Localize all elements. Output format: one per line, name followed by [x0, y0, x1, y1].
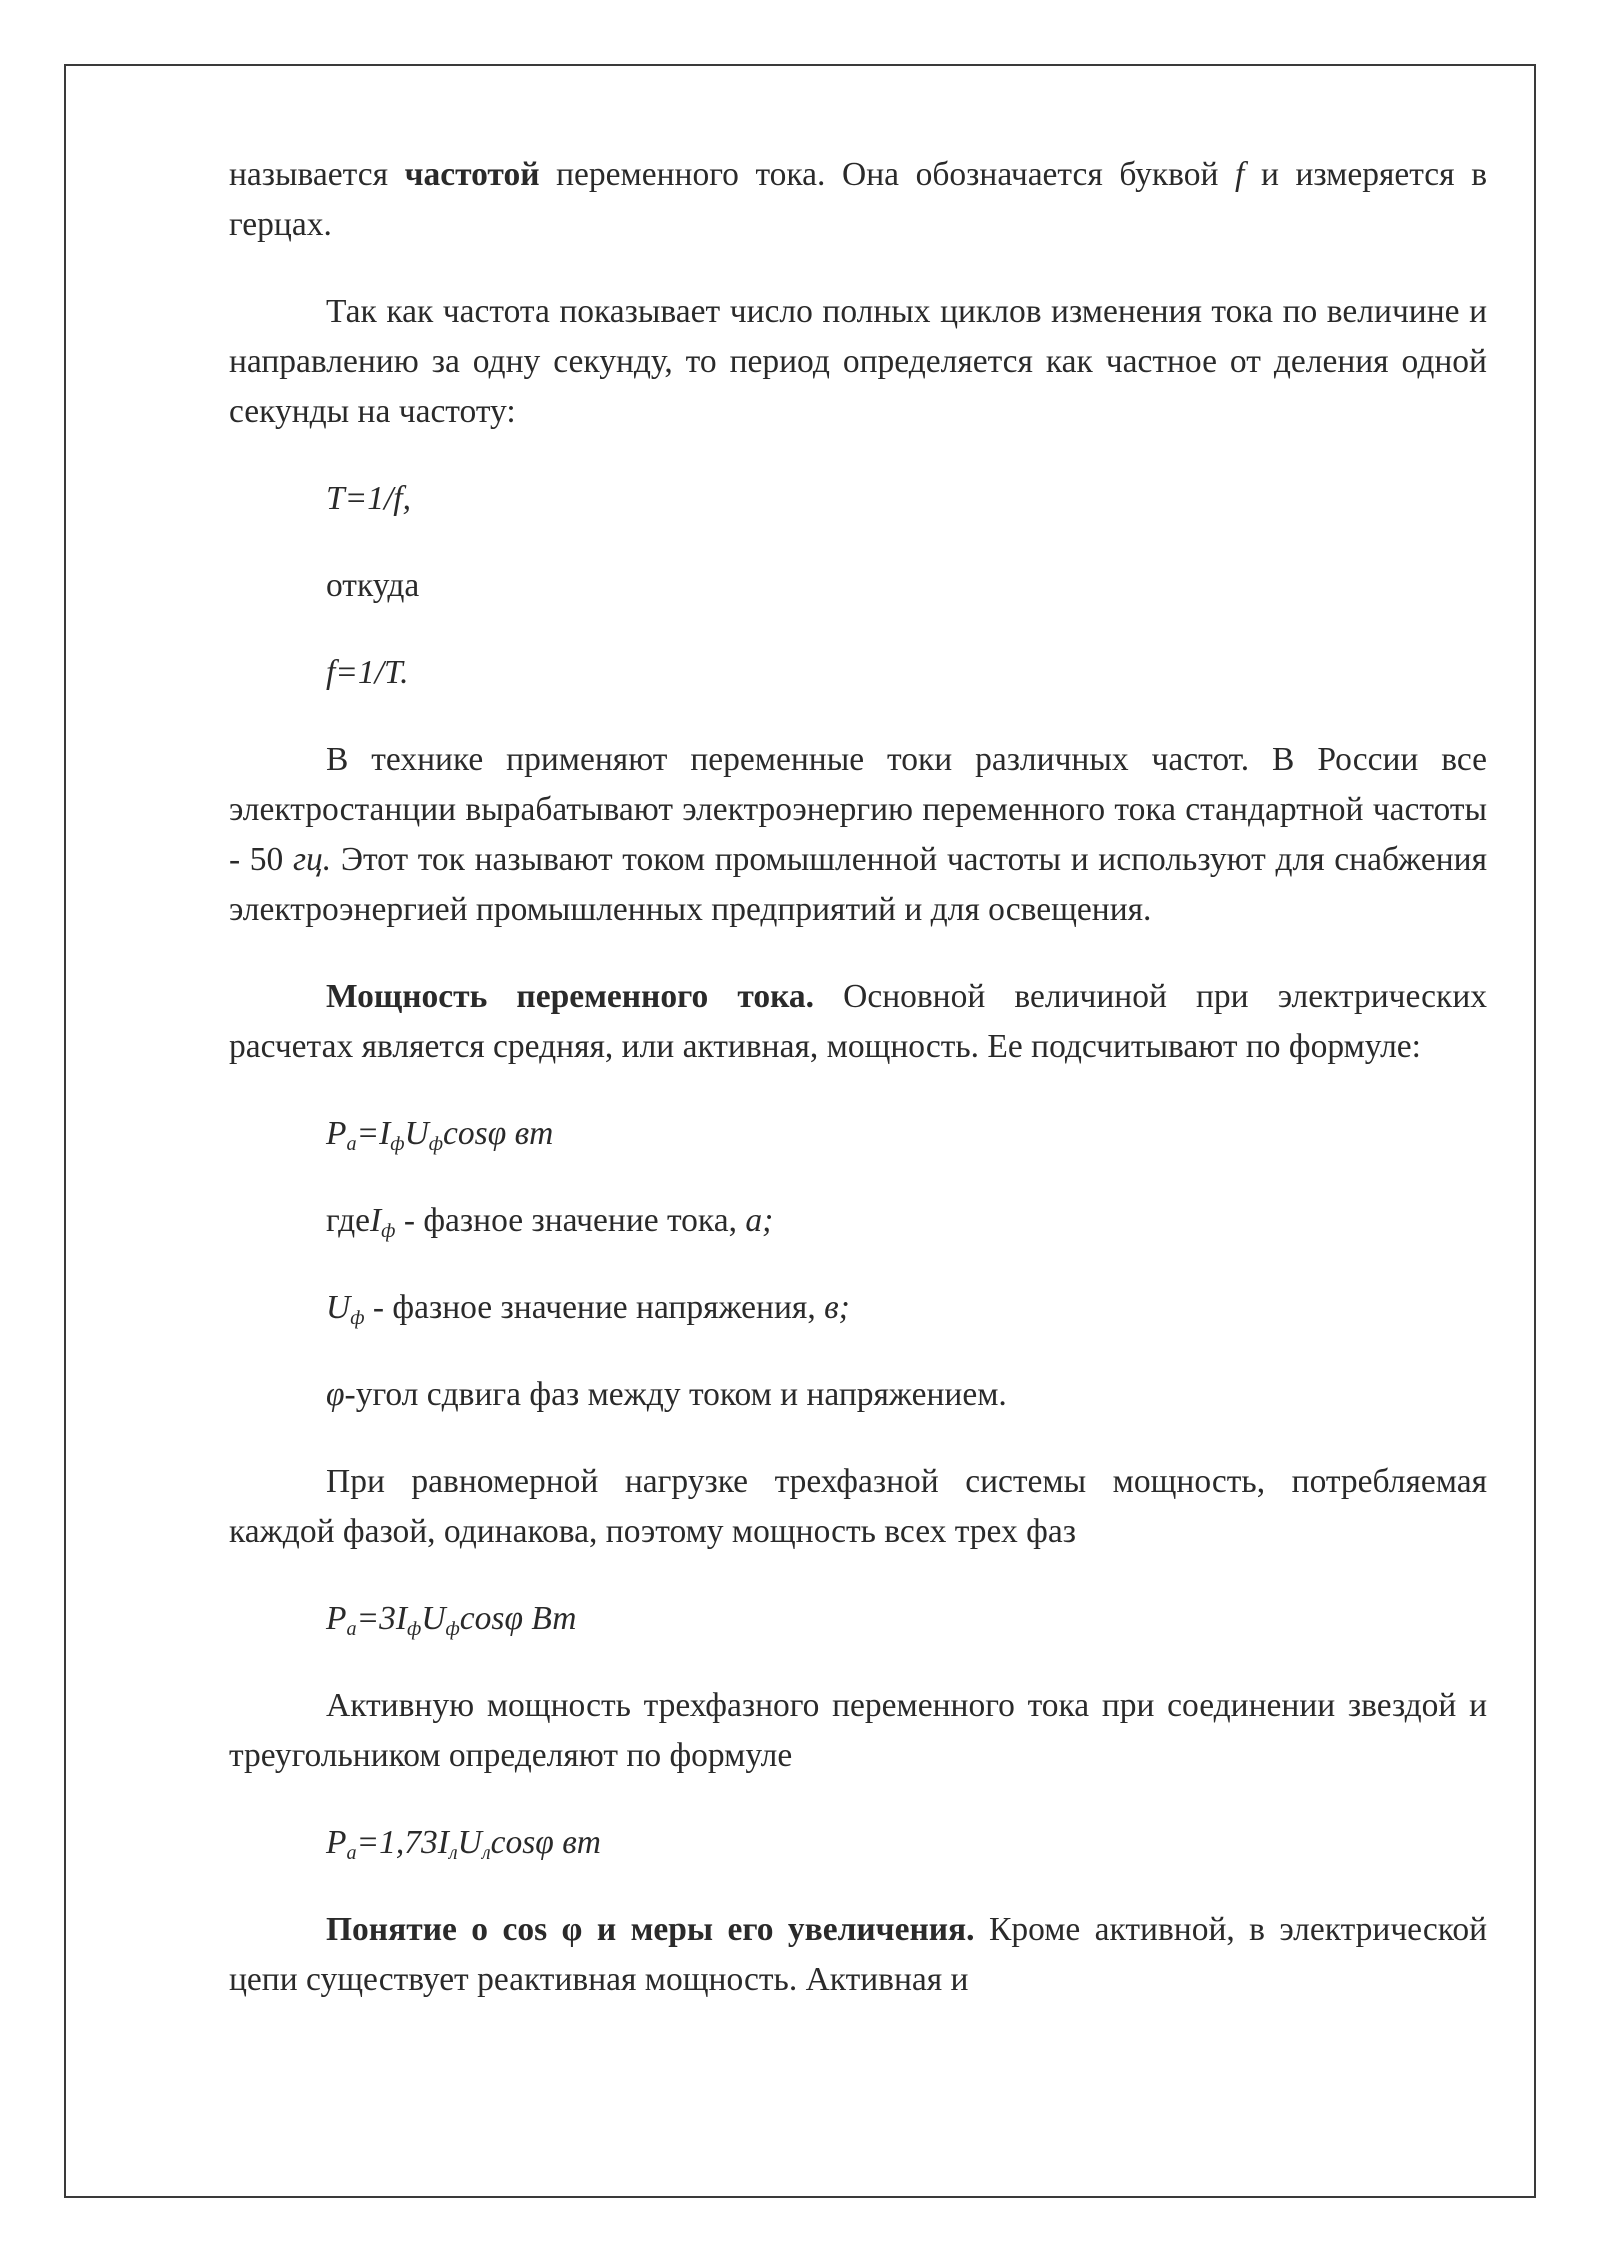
subscript: ф [445, 1618, 460, 1640]
paragraph-frequency-definition [229, 150, 1487, 250]
text-span: -угол сдвига фаз между током и напряжением. [344, 1376, 1007, 1413]
subscript: ф [428, 1133, 444, 1155]
subscript: л [481, 1842, 491, 1864]
text-span: где [326, 1202, 370, 1239]
symbol: U [457, 1824, 482, 1861]
symbol: P [326, 1115, 347, 1152]
symbol: cosφ вт [443, 1115, 554, 1152]
text-span: называется [229, 156, 405, 193]
symbol: P [326, 1824, 347, 1861]
paragraph-cos-phi [229, 1905, 1487, 2005]
paragraph-ac-power [229, 972, 1487, 1072]
unit: а; [745, 1202, 774, 1239]
paragraph-whence: откуда [326, 567, 420, 604]
paragraph-star-delta: Активную мощность трехфазного переменного тока при соединении звездой и треугольником определяют по формуле [229, 1687, 1487, 1774]
formula-frequency: f=1/T. [326, 654, 409, 691]
symbol: cosφ вт [490, 1824, 601, 1861]
symbol: U [404, 1115, 429, 1152]
subscript: a [346, 1618, 357, 1640]
document-body [229, 150, 1487, 2042]
subscript: ф [407, 1618, 422, 1640]
formula-active-power [229, 1109, 1487, 1159]
paragraph-three-phase: При равномерной нагрузке трехфазной системы мощность, потребляемая каждой фазой, одинакова, поэтому мощность всех трех фаз [229, 1463, 1487, 1550]
formula-three-phase-power [229, 1594, 1487, 1644]
text-span: Основной величиной при электрических расчетах является средняя, или активная, мощность. Ее подсчитывают по формуле: [229, 978, 1488, 1065]
symbol: φ [326, 1376, 345, 1413]
subscript: ф [390, 1133, 405, 1155]
where-phase-angle [229, 1370, 1487, 1420]
text-span: В технике применяют переменные токи различных частот. В России все электростанции вырабатывают электроэнергию переменного тока стандартной частоты - 50 [229, 741, 1487, 878]
where-phase-current [229, 1196, 1487, 1246]
subscript: ф [381, 1220, 396, 1242]
subscript: л [448, 1842, 458, 1864]
symbol: cosφ Вт [459, 1600, 577, 1637]
bold-term: частотой [404, 156, 540, 193]
section-heading: Мощность переменного тока. [326, 978, 815, 1015]
paragraph-period: Так как частота показывает число полных циклов изменения тока по величине и направлению за одну секунду, то период определяется как частное от деления одной секунды на частоту: [229, 293, 1487, 430]
unit: в; [824, 1289, 850, 1326]
symbol: =I [356, 1115, 391, 1152]
text-span: - фазное значение тока, [395, 1202, 746, 1239]
unit: гц. [292, 841, 332, 878]
symbol: =3I [356, 1600, 408, 1637]
symbol: f [1235, 156, 1245, 193]
section-heading: Понятие о cos φ и меры его увеличения. [326, 1911, 975, 1948]
text-span: - фазное значение напряжения, [364, 1289, 825, 1326]
subscript: ф [350, 1307, 365, 1329]
symbol: U [421, 1600, 446, 1637]
text-span: и измеряется в герцах. [229, 156, 1488, 243]
paragraph-industrial-frequency [229, 735, 1487, 935]
symbol: =1,73I [356, 1824, 449, 1861]
text-span: Кроме активной, в электрической цепи существует реактивная мощность. Активная и [229, 1911, 1487, 1998]
symbol: P [326, 1600, 347, 1637]
formula-period: T=1/f, [326, 480, 411, 517]
where-phase-voltage [229, 1283, 1487, 1333]
text-span: переменного тока. Она обозначается буквой [539, 156, 1236, 193]
formula-line-power [229, 1818, 1487, 1868]
subscript: a [346, 1842, 357, 1864]
subscript: a [346, 1133, 357, 1155]
symbol: U [326, 1289, 351, 1326]
symbol: I [370, 1202, 382, 1239]
text-span: Этот ток называют током промышленной частоты и используют для снабжения электроэнергией промышленных предприятий и для освещения. [229, 841, 1488, 928]
